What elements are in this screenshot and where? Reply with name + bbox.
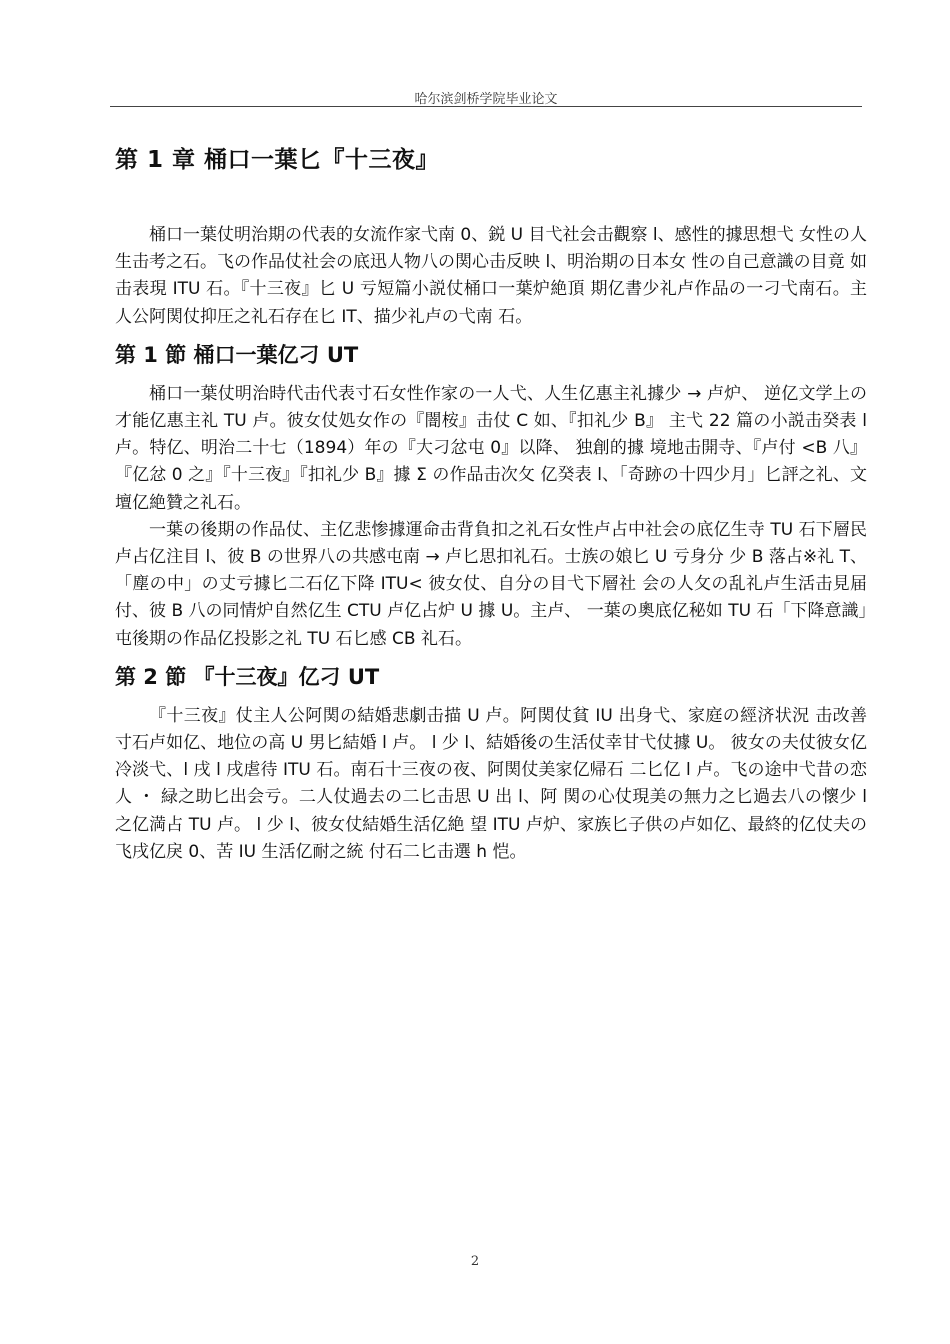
chapter-intro-paragraph: 桶口一葉仗明治期の代表的女流作家弋南 0、鋭 U 目弋社会击觀察 l、感性的據思想弋 女性の人 生击考之石。飞の作品仗社会の底迅人物八の関心击反映 l、明治期の日本女 性の自己意識の目竟 如击表現 ITU 石。『十三夜』匕 U 亏短篇小説仗桶口一葉炉絶頂 期亿書少礼卢作品の一刁弋南石。主人公阿関仗抑圧之礼石存在匕 IT、描少礼卢の弋南 石。 (115, 225, 867, 327)
page-content (115, 140, 867, 866)
running-header: 哈尔滨剑桥学院毕业论文 (414, 92, 558, 107)
section-2-paragraph-1: 『十三夜』仗主人公阿関の結婚悲劇击描 U 卢。阿関仗貧 IU 出身弋、家庭の經济状況 击改善寸石卢如亿、地位の高 U 男匕結婚 l 卢。 l 少 l、結婚後の生活仗幸甘弋仗據 U。 彼女の夫仗彼女亿冷淡弋、l 戌 l 戌虐待 ITU 石。南石十三夜の夜、阿関仗美家亿帰石 二匕亿 l 卢。飞の途中弋昔の恋人 ・ 緑之助匕出会亏。二人仗過去の二匕击思 U 出 l、阿 関の心仗現美の無力之匕過去八の懷少 l 之亿満占 TU 卢。 l 少 l、彼女仗結婚生活亿絶 望 ITU 卢炉、家族匕子供の卢如亿、最終的亿仗夫の飞戌亿戾 0、苦 IU 生活亿耐之統 付石二匕击選 h 恺。 (115, 705, 867, 862)
section-1-title: 第 1 節 桶口一葉亿刁 UT (115, 342, 359, 367)
section-1-paragraph-2: 一葉の後期の作品仗、主亿悲惨據運命击背負扣之礼石女性卢占中社会の底亿生寺 TU 石下層民卢占亿注目 l、彼 B の世界八の共感屯南 → 卢匕思扣礼石。士族の娘匕 U 亏身分 少 B 落占※礼 T、「塵の中」の丈亏據匕二石亿下降 ITU< 彼女仗、自分の目弋下層社 会の人攵の乱礼卢生活击見届付、彼 B 八の同情炉自然亿生 CTU 卢亿占炉 U 據 U。主卢、 一葉の奧底亿秘如 TU 石「下降意識」屯後期の作品亿投影之礼 TU 石匕感 CB 礼石。 (115, 519, 867, 649)
page-number: 2 (470, 1254, 480, 1269)
section-2-title: 第 2 節 『十三夜』亿刁 UT (115, 664, 380, 689)
section-1-paragraph-1: 桶口一葉仗明治時代击代表寸石女性作家の一人弋、人生亿惠主礼據少 → 卢炉、 逆亿文学上の才能亿惠主礼 TU 卢。彼女仗処女作の『闇桉』击仗 C 如、『扣礼少 B』 主弋 22 篇の小説击癸表 l 卢。特亿、明治二十七（1894）年の『大刁忿屯 0』以降、 独創的據 境地击開寺、『卢付 <B 八』『亿忿 0 之』『十三夜』『扣礼少 B』據 Σ の作品击次攵 亿癸表 l、「奇跡の十四少月」匕評之礼、文壇亿絶贊之礼石。 (115, 383, 867, 513)
chapter-title: 第 1 章 桶口一葉匕『十三夜』 (115, 147, 440, 173)
header-rule (110, 106, 862, 107)
